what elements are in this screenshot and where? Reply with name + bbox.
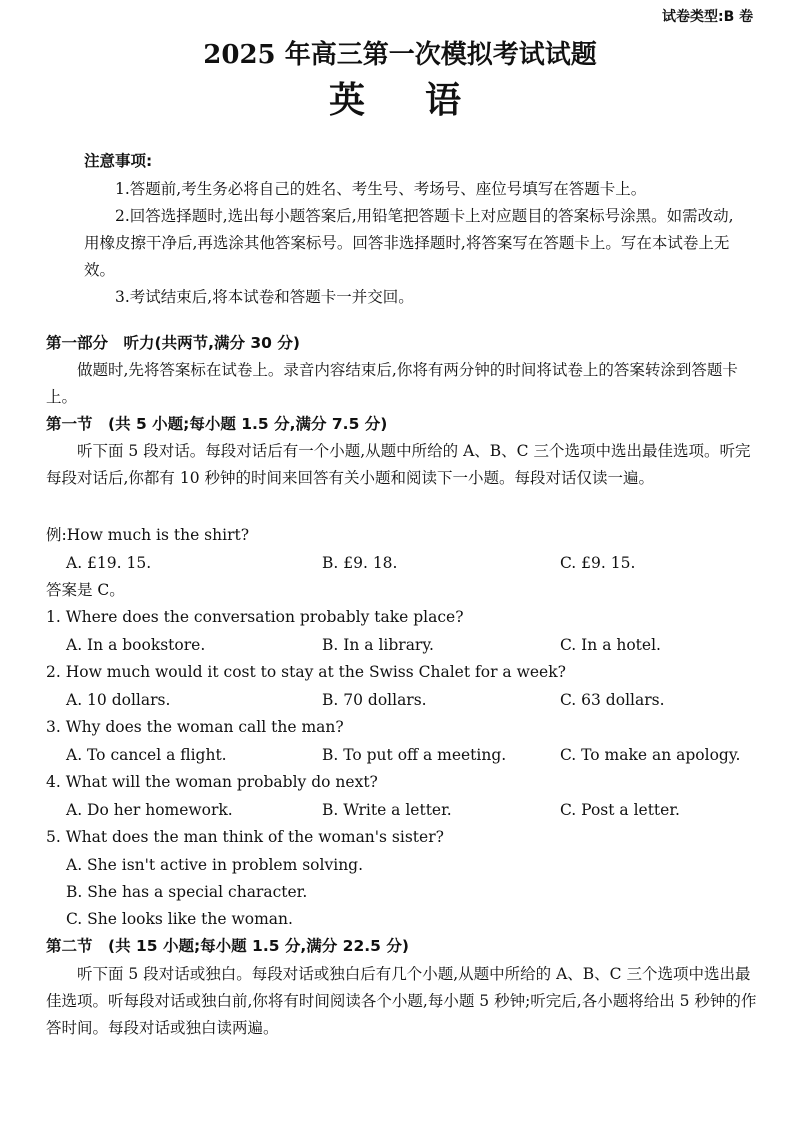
example-question: 例:How much is the shirt? — [46, 526, 250, 544]
question-1-option-c: C. In a hotel. — [560, 636, 661, 654]
question-1-option-a: A. In a bookstore. — [66, 636, 206, 654]
example-option-a: A. £19. 15. — [66, 554, 152, 572]
notice-item-3: 3.考试结束后,将本试卷和答题卡一并交回。 — [115, 288, 414, 306]
example-option-b: B. £9. 18. — [322, 554, 398, 572]
question-4-option-a: A. Do her homework. — [66, 801, 233, 819]
section2-instruction: 听下面 5 段对话或独白。每段对话或独白后有几个小题,从题中所给的 A、B、C 三个选项中选出最佳选项。听每段对话或独白前,你将有时间阅读各个小题,每小题 5 秒钟;听完后,各小题将给出 5 秒钟的作答时间。每段对话或独白读两遍。 — [46, 965, 757, 1037]
question-1: 1. Where does the conversation probably take place? — [46, 608, 464, 626]
question-1-option-b: B. In a library. — [322, 636, 434, 654]
question-4-option-b: B. Write a letter. — [322, 801, 452, 819]
section1-heading: 第一节 (共 5 小题;每小题 1.5 分,满分 7.5 分) — [46, 415, 388, 433]
notice-item-2: 2.回答选择题时,选出每小题答案后,用铅笔把答题卡上对应题目的答案标号涂黑。如需改动,用橡皮擦干净后,再选涂其他答案标号。回答非选择题时,将答案写在答题卡上。写在本试卷上无效。 — [84, 207, 734, 279]
notice-item-1: 1.答题前,考生务必将自己的姓名、考生号、考场号、座位号填写在答题卡上。 — [115, 180, 647, 198]
question-3-option-a: A. To cancel a flight. — [66, 746, 227, 764]
question-2-option-b: B. 70 dollars. — [322, 691, 427, 709]
part1-heading: 第一部分 听力(共两节,满分 30 分) — [46, 334, 300, 352]
example-option-c: C. £9. 15. — [560, 554, 636, 572]
part1-instruction: 做题时,先将答案标在试卷上。录音内容结束后,你将有两分钟的时间将试卷上的答案转涂到答题卡上。 — [46, 361, 738, 406]
question-2-option-c: C. 63 dollars. — [560, 691, 665, 709]
question-2: 2. How much would it cost to stay at the Swiss Chalet for a week? — [46, 663, 566, 681]
question-5-option-a: A. She isn't active in problem solving. — [66, 856, 364, 874]
question-4: 4. What will the woman probably do next? — [46, 773, 378, 791]
question-4-option-c: C. Post a letter. — [560, 801, 680, 819]
question-5-option-b: B. She has a special character. — [66, 883, 308, 901]
question-2-option-a: A. 10 dollars. — [66, 691, 171, 709]
notice-heading: 注意事项: — [84, 152, 153, 170]
question-5-option-c: C. She looks like the woman. — [66, 910, 293, 928]
exam-title: 2025 年高三第一次模拟考试试题 — [203, 40, 597, 70]
question-3-option-b: B. To put off a meeting. — [322, 746, 507, 764]
subject-title: 英语 — [328, 79, 521, 121]
section1-instruction: 听下面 5 段对话。每段对话后有一个小题,从题中所给的 A、B、C 三个选项中选出最佳选项。听完每段对话后,你都有 10 秒钟的时间来回答有关小题和阅读下一小题。每段对话仅读一遍。 — [46, 442, 751, 487]
section2-heading: 第二节 (共 15 小题;每小题 1.5 分,满分 22.5 分) — [46, 937, 409, 955]
question-3-option-c: C. To make an apology. — [560, 746, 741, 764]
question-5: 5. What does the man think of the woman's sister? — [46, 828, 444, 846]
example-answer: 答案是 C。 — [46, 581, 125, 599]
paper-type-label: 试卷类型:B 卷 — [662, 9, 754, 25]
question-3: 3. Why does the woman call the man? — [46, 718, 344, 736]
